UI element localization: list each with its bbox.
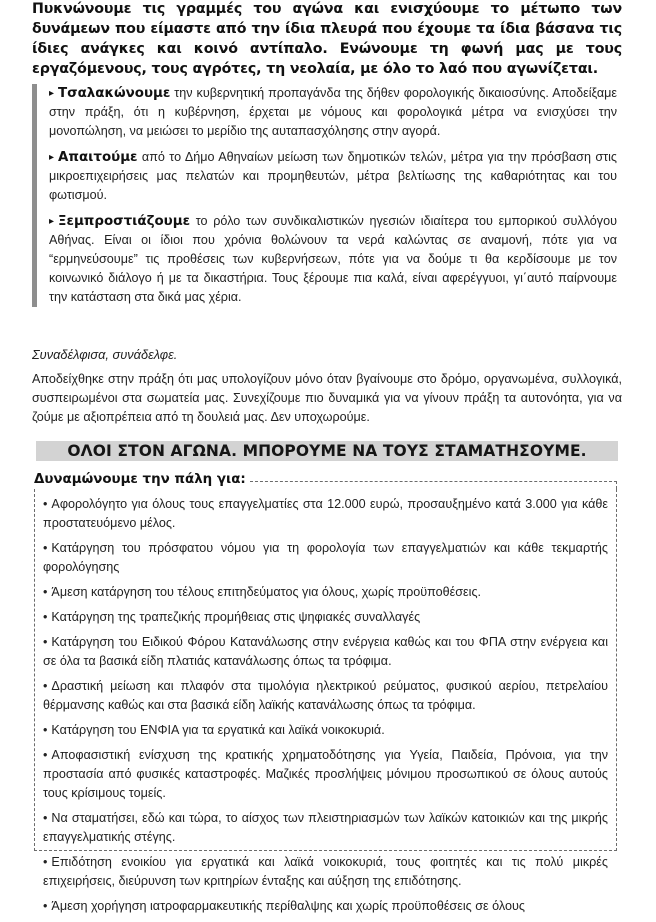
demand-text: Αφορολόγητο για όλους τους επαγγελματίες στα 12.000 ευρώ, προσαυξημένο κατά 3.000 για κάθε προστατευόμενο μέλος. [43, 497, 608, 530]
arrow-right-icon: ▸ [49, 88, 55, 99]
demand-item [43, 853, 608, 891]
demand-item [43, 746, 608, 803]
lead-paragraph: Πυκνώνουμε τις γραμμές του αγώνα και ενισχύουμε το μέτωπο των δυνάμεων που είμαστε από την ίδια πλευρά που έχουμε τα ίδια βάσανα τις ίδιες ανάγκες και κοινό αντίπαλο. Ενώνουμε τη φωνή μας με τους εργαζόμενους, τους αγρότες, τη νεολαία, με όλο το λαό που αγωνίζεται. [32, 1, 622, 77]
statement-keyword: Απαιτούμε [58, 150, 138, 165]
demand-item [43, 583, 608, 602]
demand-text: Κατάργηση του ΕΝΦΙΑ για τα εργατικά και λαϊκά νοικοκυριά. [51, 723, 385, 737]
bullet-icon: • [43, 497, 48, 511]
document-page [32, 0, 622, 913]
bullet-icon: • [43, 748, 48, 762]
bullet-icon: • [43, 679, 48, 693]
bullet-icon: • [43, 635, 48, 649]
demand-text: Άμεση χορήγηση ιατροφαρμακευτικής περίθαλψης και χωρίς προϋποθέσεις σε όλους [51, 899, 525, 913]
demands-list [34, 489, 617, 913]
statement-keyword: Τσαλακώνουμε [58, 86, 171, 101]
statement-item [49, 148, 617, 205]
demand-text: Δραστική μείωση και πλαφόν στα τιμολόγια ηλεκτρικού ρεύματος, φυσικού αερίου, πετρελαίου θέρμανσης καθώς και στα βασικά είδη λαϊκής κατανάλωσης όπως τα τρόφιμα. [43, 679, 608, 712]
salutation: Συναδέλφισα, συνάδελφε. [32, 347, 178, 362]
demand-item [43, 809, 608, 847]
demand-text: Άμεση κατάργηση του τέλους επιτηδεύματος για όλους, χωρίς προϋποθέσεις. [51, 585, 482, 599]
demand-text: Κατάργηση του πρόσφατου νόμου για τη φορολογία των επαγγελματιών και κάθε τεκμαρτής φορολόγησης [43, 541, 608, 574]
demands-title: Δυναμώνουμε την πάλη για: [34, 471, 250, 489]
demand-text: Επιδότηση ενοικίου για εργατικά και λαϊκά νοικοκυριά, τους φοιτητές και τις πολύ μικρές επιχειρήσεις, διεύρυνση των κριτηρίων ένταξης και αύξηση της επιδότησης. [43, 855, 608, 888]
statement-keyword: Ξεμπροστιάζουμε [58, 214, 191, 229]
appeal-paragraph: Αποδείχθηκε στην πράξη ότι μας υπολογίζουν μόνο όταν βγαίνουμε στο δρόμο, οργανωμένα, συλλογικά, συσπειρωμένοι στα σωματεία μας. Συνεχίζουμε πιο δυναμικά για να γίνουν πράξη τα αυτονόητα, για να ζούμε με αξιοπρέπεια από τη δουλειά μας. Δεν υποχωρούμε. [32, 372, 622, 424]
bullet-icon: • [43, 899, 48, 913]
arrow-right-icon: ▸ [49, 152, 55, 163]
statement-text: το ρόλο των συνδικαλιστικών ηγεσιών ιδιαίτερα του εμπορικού συλλόγου Αθήνας. Είναι οι ίδιοι που χρόνια θολώνουν τα νερά καλώντας σε αναμονή, πότε για να “ερμηνεύσουμε” τις προθέσεις των κυβερνήσεων, πότε για να δούμε τι θα κερδίσουμε με τον κοινωνικό διάλογο ή με τα δικαστήρια. Τους ξέρουμε πια καλά, είναι αφερέγγυοι, γι΄αυτό παίρνουμε την κατάσταση στα δικά μας χέρια. [49, 214, 617, 304]
demand-item [43, 721, 608, 740]
demand-item [43, 608, 608, 627]
demand-item [43, 495, 608, 533]
highlighted-statements-block [32, 84, 617, 307]
dashed-corner [616, 481, 617, 489]
demand-text: Κατάργηση του Ειδικού Φόρου Κατανάλωσης στην ενέργεια καθώς και του ΦΠΑ στην ενέργεια και σε όλα τα βασικά είδη πλατιάς κατανάλωσης όπως τα τρόφιμα. [43, 635, 608, 668]
slogan-banner: ΟΛΟΙ ΣΤΟΝ ΑΓΩΝΑ. ΜΠΟΡΟΥΜΕ ΝΑ ΤΟΥΣ ΣΤΑΜΑΤΗΣΟΥΜΕ. [36, 441, 618, 461]
demand-item [43, 633, 608, 671]
bullet-icon: • [43, 541, 48, 555]
demand-item [43, 897, 529, 916]
statement-item [49, 212, 617, 307]
statement-item [49, 84, 617, 141]
demand-item [43, 539, 608, 577]
bullet-icon: • [43, 585, 48, 599]
dashed-rule [250, 481, 617, 482]
demand-text: Κατάργηση της τραπεζικής προμήθειας στις ψηφιακές συναλλαγές [51, 610, 421, 624]
demand-text: Να σταματήσει, εδώ και τώρα, το αίσχος των πλειστηριασμών των λαϊκών κατοικιών και της μικρής επαγγελματικής στέγης. [43, 811, 608, 844]
statement-text: την κυβερνητική προπαγάνδα της δήθεν φορολογικής δικαιοσύνης. Αποδείξαμε στην πράξη, ότι η κυβέρνηση, έρχεται με νόμους και φορολογικά μέτρα να ενισχύσει την μονοπώληση, να μειώσει το μερίδιο της αυταπασχόλησης στην αγορά. [49, 86, 617, 138]
bullet-icon: • [43, 811, 48, 825]
arrow-right-icon: ▸ [49, 216, 55, 227]
statement-text: από το Δήμο Αθηναίων μείωση των δημοτικών τελών, μέτρα για την πρόσβαση στις μικροεπιχειρήσεις μας πελατών και προμηθευτών, μέτρα βελτίωσης της καθαριότητας και του φωτισμού. [49, 150, 617, 202]
bullet-icon: • [43, 723, 48, 737]
bullet-icon: • [43, 855, 48, 869]
demands-header [34, 471, 617, 489]
demand-item [43, 677, 608, 715]
bullet-icon: • [43, 610, 48, 624]
demand-text: Αποφασιστική ενίσχυση της κρατικής χρηματοδότησης για Υγεία, Παιδεία, Πρόνοια, για την προστασία από φυσικές καταστροφές. Μαζικές προσλήψεις μόνιμου προσωπικού σε όλους αυτούς τους κρίσιμους τομείς. [43, 748, 608, 800]
demands-section [34, 471, 617, 913]
